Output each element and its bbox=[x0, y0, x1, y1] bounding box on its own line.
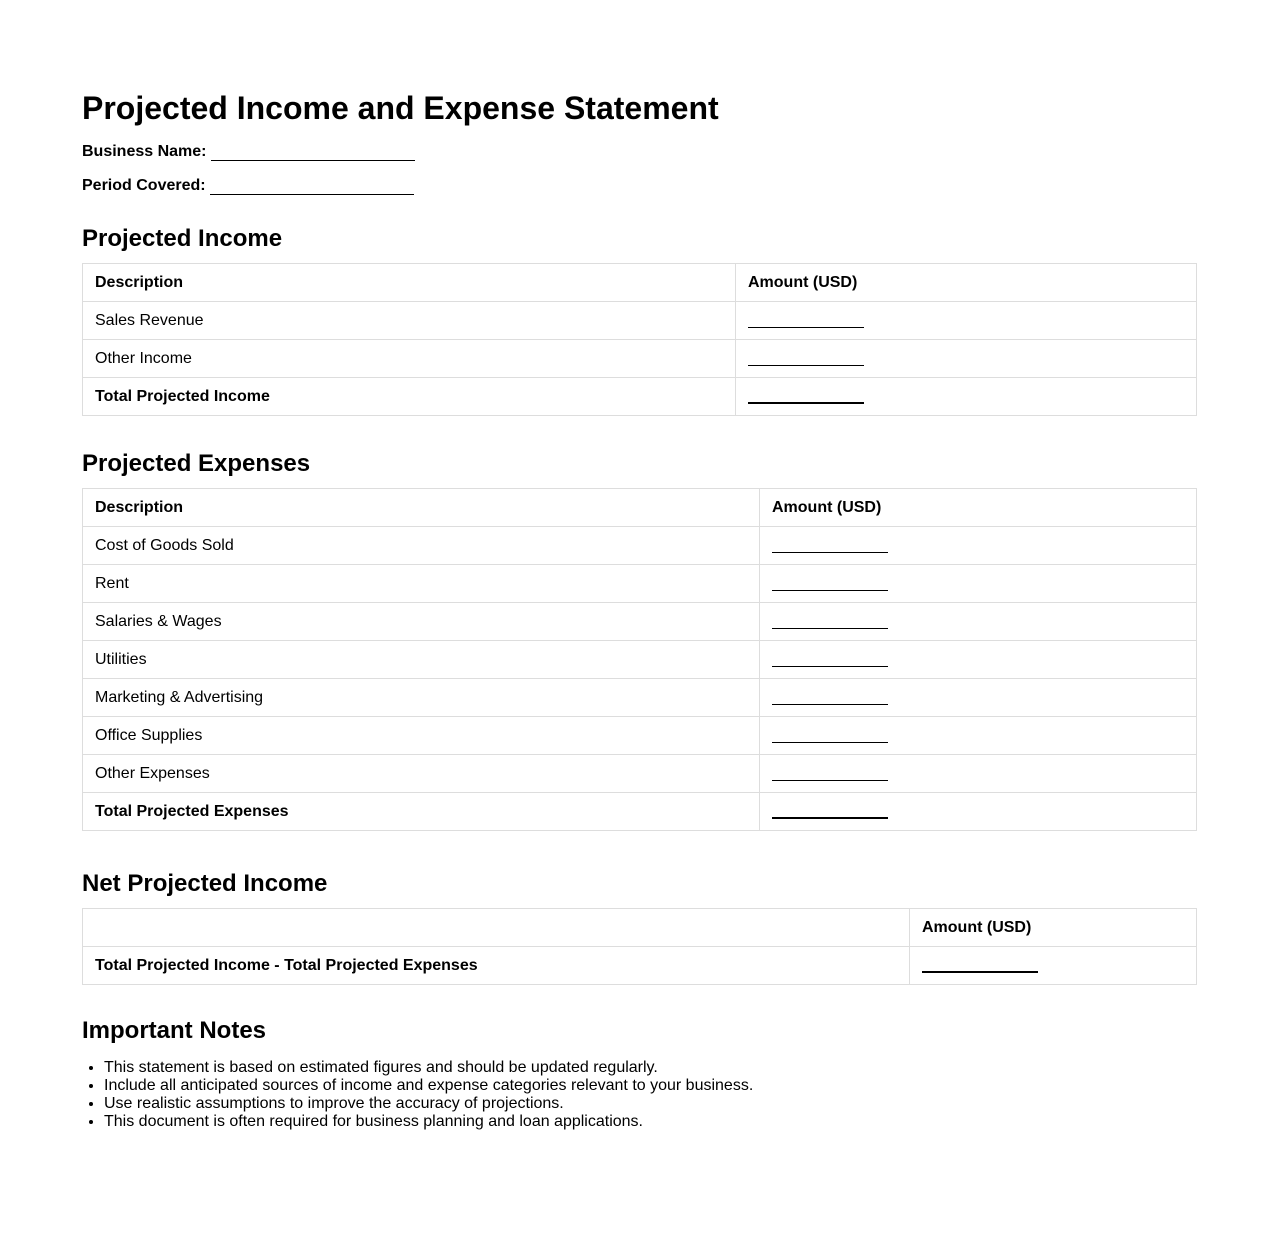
row-amount-cell bbox=[736, 340, 1197, 378]
total-label: Total Projected Income bbox=[83, 378, 736, 416]
total-label: Total Projected Expenses bbox=[83, 793, 760, 831]
business-name-blank[interactable] bbox=[211, 144, 415, 161]
amount-blank[interactable] bbox=[772, 614, 888, 629]
row-description: Other Expenses bbox=[83, 755, 760, 793]
amount-blank[interactable] bbox=[748, 351, 864, 366]
row-description: Salaries & Wages bbox=[83, 603, 760, 641]
row-description: Utilities bbox=[83, 641, 760, 679]
net-heading: Net Projected Income bbox=[82, 870, 328, 897]
column-header-description: Description bbox=[83, 489, 760, 527]
period-covered-label: Period Covered: bbox=[82, 177, 206, 194]
table-row bbox=[83, 340, 1197, 378]
row-description: Sales Revenue bbox=[83, 302, 736, 340]
column-header-amount: Amount (USD) bbox=[736, 264, 1197, 302]
table-row bbox=[83, 527, 1197, 565]
total-amount-blank[interactable] bbox=[772, 803, 888, 819]
income-table bbox=[82, 263, 1197, 416]
amount-blank[interactable] bbox=[772, 728, 888, 743]
list-item: • This document is often required for business planning and loan applications. bbox=[104, 1113, 753, 1131]
row-amount-cell bbox=[760, 679, 1197, 717]
page-title: Projected Income and Expense Statement bbox=[82, 90, 719, 126]
expenses-heading: Projected Expenses bbox=[82, 450, 311, 477]
period-covered-line bbox=[82, 176, 414, 196]
notes-heading: Important Notes bbox=[82, 1017, 267, 1044]
column-header-empty bbox=[83, 909, 910, 947]
business-name-label: Business Name: bbox=[82, 143, 207, 160]
list-item: • This statement is based on estimated figures and should be updated regularly. bbox=[104, 1059, 753, 1077]
table-total-row bbox=[83, 378, 1197, 416]
amount-blank[interactable] bbox=[772, 576, 888, 591]
amount-blank[interactable] bbox=[748, 313, 864, 328]
table-header-row bbox=[83, 264, 1197, 302]
row-description: Rent bbox=[83, 565, 760, 603]
notes-list bbox=[82, 1059, 753, 1131]
list-item: • Include all anticipated sources of income and expense categories relevant to your business. bbox=[104, 1077, 753, 1095]
table-row bbox=[83, 717, 1197, 755]
row-description: Marketing & Advertising bbox=[83, 679, 760, 717]
amount-blank[interactable] bbox=[772, 652, 888, 667]
list-item: • Use realistic assumptions to improve the accuracy of projections. bbox=[104, 1095, 753, 1113]
table-row bbox=[83, 679, 1197, 717]
table-total-row bbox=[83, 947, 1197, 985]
expenses-table bbox=[82, 488, 1197, 831]
row-amount-cell bbox=[760, 603, 1197, 641]
table-row bbox=[83, 641, 1197, 679]
total-amount-cell bbox=[760, 793, 1197, 831]
table-header-row bbox=[83, 909, 1197, 947]
amount-blank[interactable] bbox=[772, 690, 888, 705]
net-amount-cell bbox=[910, 947, 1197, 985]
net-row-label: Total Projected Income - Total Projected Expenses bbox=[83, 947, 910, 985]
row-amount-cell bbox=[760, 565, 1197, 603]
row-amount-cell bbox=[736, 302, 1197, 340]
table-row bbox=[83, 603, 1197, 641]
row-amount-cell bbox=[760, 527, 1197, 565]
table-row bbox=[83, 565, 1197, 603]
table-row bbox=[83, 755, 1197, 793]
total-amount-cell bbox=[736, 378, 1197, 416]
amount-blank[interactable] bbox=[772, 538, 888, 553]
row-description: Other Income bbox=[83, 340, 736, 378]
table-header-row bbox=[83, 489, 1197, 527]
column-header-description: Description bbox=[83, 264, 736, 302]
table-total-row bbox=[83, 793, 1197, 831]
row-amount-cell bbox=[760, 755, 1197, 793]
net-table bbox=[82, 908, 1197, 985]
column-header-amount: Amount (USD) bbox=[760, 489, 1197, 527]
row-amount-cell bbox=[760, 717, 1197, 755]
row-amount-cell bbox=[760, 641, 1197, 679]
net-amount-blank[interactable] bbox=[922, 957, 1038, 973]
income-heading: Projected Income bbox=[82, 225, 283, 252]
period-covered-blank[interactable] bbox=[210, 178, 414, 195]
amount-blank[interactable] bbox=[772, 766, 888, 781]
table-row bbox=[83, 302, 1197, 340]
business-name-line bbox=[82, 142, 415, 162]
column-header-amount: Amount (USD) bbox=[910, 909, 1197, 947]
total-amount-blank[interactable] bbox=[748, 388, 864, 404]
row-description: Cost of Goods Sold bbox=[83, 527, 760, 565]
row-description: Office Supplies bbox=[83, 717, 760, 755]
